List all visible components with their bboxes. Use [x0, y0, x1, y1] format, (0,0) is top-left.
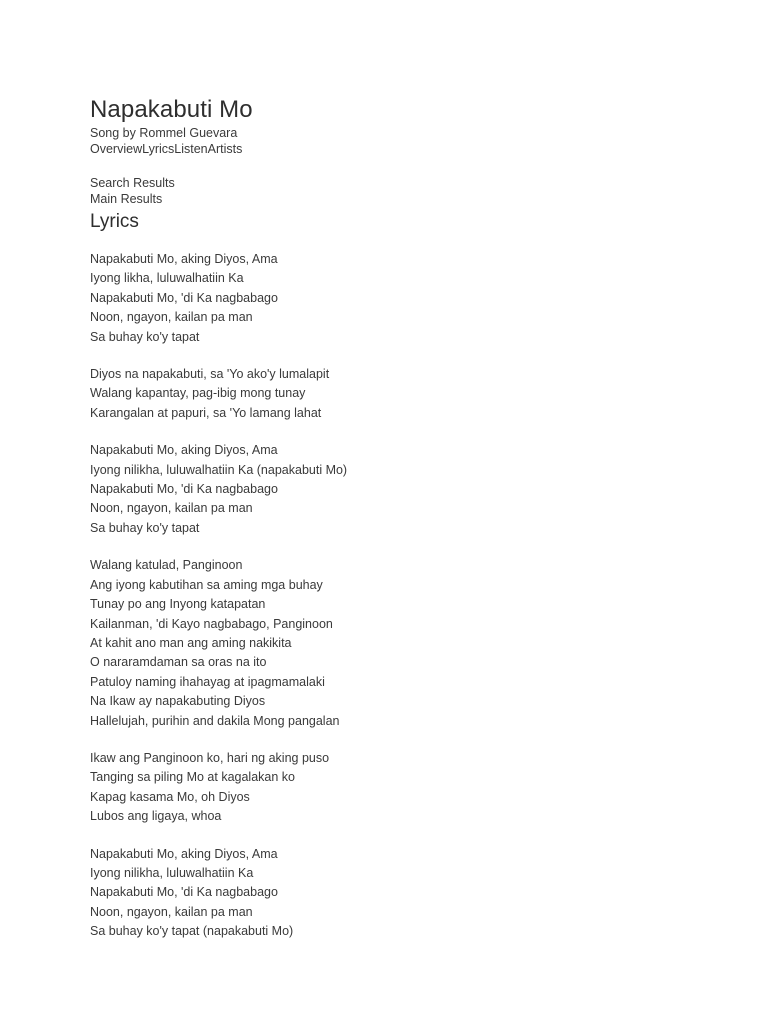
- lyric-line: Walang katulad, Panginoon: [90, 558, 243, 573]
- lyric-line: Tanging sa piling Mo at kagalakan ko: [90, 770, 295, 785]
- lyrics-stanza: [90, 556, 690, 731]
- lyric-line: Sa buhay ko'y tapat: [90, 329, 200, 344]
- lyric-line: Kailanman, 'di Kayo nagbabago, Panginoon: [90, 616, 333, 631]
- page-title: Napakabuti Mo: [90, 96, 253, 123]
- main-results-subheader: Main Results: [90, 191, 163, 206]
- lyric-line: Noon, ngayon, kailan pa man: [90, 310, 253, 325]
- lyric-line: Napakabuti Mo, 'di Ka nagbabago: [90, 885, 278, 900]
- lyric-line: Sa buhay ko'y tapat: [90, 520, 200, 535]
- nav-item-artists[interactable]: Artists: [207, 141, 243, 156]
- lyric-line: Diyos na napakabuti, sa 'Yo ako'y lumalapit: [90, 367, 330, 382]
- lyric-line: Noon, ngayon, kailan pa man: [90, 904, 253, 919]
- lyric-line: Napakabuti Mo, 'di Ka nagbabago: [90, 482, 278, 497]
- lyric-line: Lubos ang ligaya, whoa: [90, 809, 222, 824]
- song-byline: Song by Rommel Guevara: [90, 126, 238, 140]
- section-nav: [90, 142, 690, 158]
- lyric-line: Na Ikaw ay napakabuting Diyos: [90, 694, 266, 709]
- lyrics-stanza: [90, 749, 690, 827]
- lyrics-section-heading: Lyrics: [90, 211, 139, 232]
- search-results-block: [90, 176, 690, 234]
- lyrics-stanza: [90, 845, 690, 942]
- lyric-line: Iyong nilikha, luluwalhatiin Ka: [90, 865, 254, 880]
- lyric-line: Napakabuti Mo, aking Diyos, Ama: [90, 443, 278, 458]
- lyric-line: Noon, ngayon, kailan pa man: [90, 501, 253, 516]
- lyric-line: Walang kapantay, pag-ibig mong tunay: [90, 386, 306, 401]
- lyric-line: Ikaw ang Panginoon ko, hari ng aking puso: [90, 750, 330, 765]
- lyric-line: Patuloy naming ihahayag at ipagmamalaki: [90, 674, 325, 689]
- lyric-line: Sa buhay ko'y tapat (napakabuti Mo): [90, 924, 294, 939]
- lyric-line: O nararamdaman sa oras na ito: [90, 655, 267, 670]
- document-content: [90, 96, 690, 942]
- search-results-header: Search Results: [90, 176, 175, 190]
- nav-item-lyrics[interactable]: Lyrics: [142, 141, 175, 156]
- lyric-line: Hallelujah, purihin and dakila Mong pangalan: [90, 713, 340, 728]
- lyric-line: Napakabuti Mo, 'di Ka nagbabago: [90, 290, 278, 305]
- lyrics-body: [90, 250, 690, 942]
- lyric-line: Ang iyong kabutihan sa aming mga buhay: [90, 577, 323, 592]
- lyric-line: Iyong nilikha, luluwalhatiin Ka (napakabuti Mo): [90, 462, 348, 477]
- lyric-line: Napakabuti Mo, aking Diyos, Ama: [90, 252, 278, 266]
- nav-item-overview[interactable]: Overview: [90, 141, 143, 156]
- lyrics-stanza: [90, 441, 690, 538]
- lyrics-stanza: [90, 250, 690, 347]
- lyric-line: Kapag kasama Mo, oh Diyos: [90, 789, 250, 804]
- lyric-line: Iyong likha, luluwalhatiin Ka: [90, 271, 244, 286]
- lyrics-stanza: [90, 365, 690, 423]
- lyric-line: Karangalan at papuri, sa 'Yo lamang lahat: [90, 405, 322, 420]
- lyric-line: Tunay po ang Inyong katapatan: [90, 597, 266, 612]
- nav-item-listen[interactable]: Listen: [174, 141, 208, 156]
- lyric-line: At kahit ano man ang aming nakikita: [90, 635, 292, 650]
- lyric-line: Napakabuti Mo, aking Diyos, Ama: [90, 846, 278, 861]
